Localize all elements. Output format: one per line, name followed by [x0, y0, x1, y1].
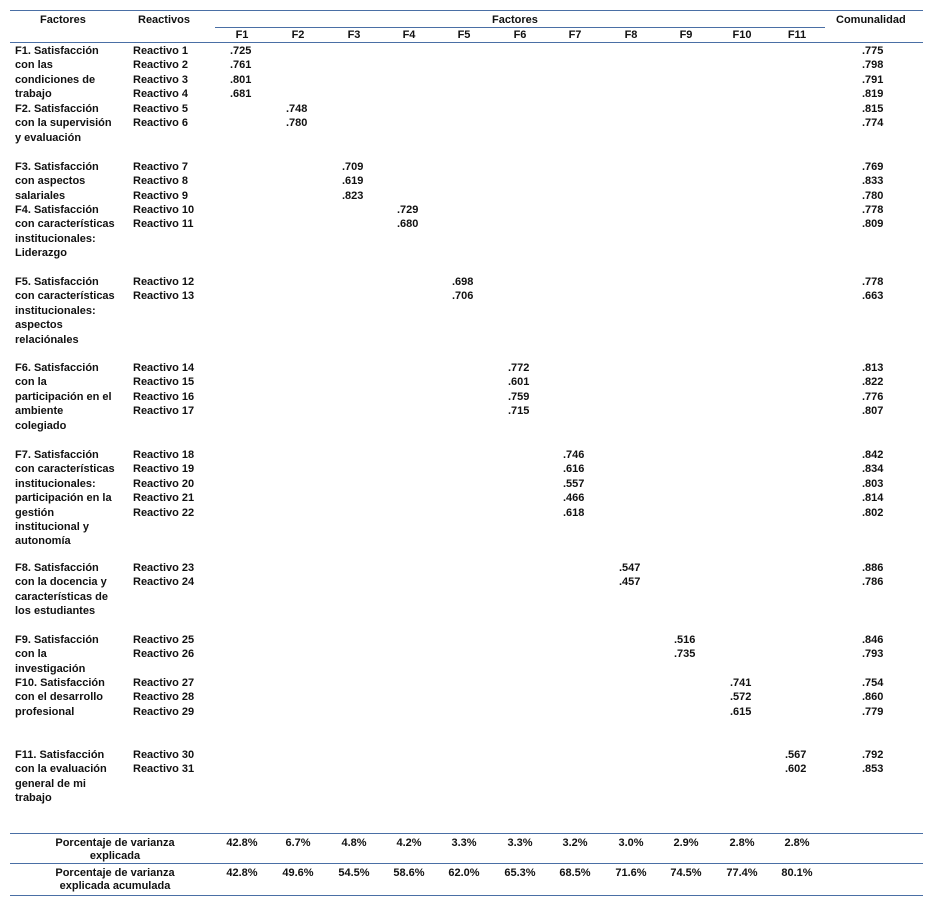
factor-loading: .572	[730, 691, 752, 704]
factor-loading: .706	[452, 290, 474, 303]
varianza-value: 2.9%	[673, 837, 699, 849]
factor-loading: .466	[563, 492, 585, 505]
comunalidad-value: .802	[862, 506, 884, 519]
acumulada-value: 80.1%	[781, 867, 813, 879]
header-bottom-rule	[10, 42, 923, 43]
acumulada-value: 68.5%	[559, 867, 591, 879]
varianza-value: 3.3%	[507, 837, 533, 849]
acumulada-value: 49.6%	[282, 867, 314, 879]
reactivo-label: Reactivo 4	[133, 88, 189, 101]
reactivo-label: Reactivo 11	[133, 218, 194, 231]
varianza-value: 3.0%	[618, 837, 644, 849]
comunalidad-value: .842	[862, 449, 884, 461]
reactivo-label: Reactivo 14	[133, 362, 195, 374]
reactivo-label: Reactivo 27	[133, 677, 195, 689]
header-factores-group: Factores	[492, 14, 538, 26]
factor-loading: .615	[730, 705, 752, 718]
comunalidad-value: .807	[862, 405, 884, 418]
comunalidad-value: .803	[862, 477, 884, 490]
factor-label: F6. Satisfacción con la participación en el ambiente colegiado	[15, 362, 112, 432]
factor-loading: .557	[563, 477, 585, 490]
acumulada-value: 71.6%	[615, 867, 647, 879]
comunalidad-value: .775	[862, 45, 884, 57]
acumulada-value: 54.5%	[338, 867, 370, 879]
reactivo-label: Reactivo 22	[133, 506, 195, 519]
comunalidad-value: .774	[862, 117, 884, 130]
factor-col-header-f8: F8	[624, 29, 638, 41]
reactivo-label: Reactivo 9	[133, 189, 189, 202]
comunalidad-value: .793	[862, 648, 884, 661]
factor-loading: .567	[785, 749, 807, 761]
factor-col-header-f5: F5	[457, 29, 471, 41]
factor-col-header-f6: F6	[513, 29, 527, 41]
factor-label: F7. Satisfacción con características institucionales: participación en la gestión institucional y autonomía	[15, 449, 115, 548]
factor-loading: .516	[674, 634, 696, 646]
acumulada-value: 77.4%	[726, 867, 758, 879]
reactivo-label: Reactivo 13	[133, 290, 195, 303]
factor-loading: .780	[286, 117, 308, 130]
factor-loading: .618	[563, 506, 585, 519]
factor-col-header-f3: F3	[347, 29, 361, 41]
varianza-value: 2.8%	[729, 837, 755, 849]
factor-label: F3. Satisfacción con aspectos salariales	[15, 161, 99, 202]
comunalidad-value: .778	[862, 276, 884, 288]
comunalidad-value: .809	[862, 218, 884, 231]
comunalidad-value: .754	[862, 677, 884, 689]
factor-loading: .759	[508, 390, 530, 403]
reactivo-label: Reactivo 7	[133, 161, 189, 173]
comunalidad-value: .886	[862, 562, 884, 574]
acumulada-label: Porcentaje de varianza explicada acumulada	[55, 867, 175, 892]
factor-loading: .746	[563, 449, 585, 461]
top-rule	[10, 10, 923, 11]
acumulada-value: 74.5%	[670, 867, 702, 879]
factor-loading: .619	[342, 175, 364, 188]
reactivo-label: Reactivo 26	[133, 648, 195, 661]
reactivo-label: Reactivo 6	[133, 117, 189, 130]
reactivo-label: Reactivo 15	[133, 376, 195, 389]
factor-loading: .772	[508, 362, 530, 374]
acumulada-value: 62.0%	[448, 867, 480, 879]
factor-loading: .602	[785, 763, 807, 776]
factor-loading: .616	[563, 463, 585, 476]
factor-col-header-f2: F2	[291, 29, 305, 41]
comunalidad-value: .786	[862, 576, 884, 589]
comunalidad-value: .780	[862, 189, 884, 202]
factor-loading: .715	[508, 405, 530, 418]
factor-loading: .729	[397, 204, 419, 216]
comunalidad-value: .814	[862, 492, 884, 505]
factor-loading: .709	[342, 161, 364, 173]
header-comunalidad: Comunalidad	[836, 14, 906, 26]
comunalidad-value: .833	[862, 175, 884, 188]
reactivo-label: Reactivo 18	[133, 449, 195, 461]
factor-loading: .735	[674, 648, 696, 661]
comunalidad-value: .813	[862, 362, 884, 374]
factor-label: F4. Satisfacción con características institucionales: Liderazgo	[15, 204, 115, 260]
comunalidad-value: .791	[862, 73, 884, 86]
varianza-value: 6.7%	[285, 837, 311, 849]
reactivo-label: Reactivo 19	[133, 463, 195, 476]
comunalidad-value: .798	[862, 59, 884, 72]
factor-loading: .823	[342, 189, 364, 202]
factor-loading: .748	[286, 103, 308, 115]
factor-label: F11. Satisfacción con la evaluación general de mi trabajo	[15, 749, 107, 805]
comunalidad-value: .822	[862, 376, 884, 389]
factor-loading: .741	[730, 677, 752, 689]
reactivo-label: Reactivo 29	[133, 705, 195, 718]
reactivo-label: Reactivo 30	[133, 749, 195, 761]
factor-label: F8. Satisfacción con la docencia y características de los estudiantes	[15, 562, 108, 618]
varianza-value: 42.8%	[226, 837, 258, 849]
comunalidad-value: .779	[862, 705, 884, 718]
factor-loading: .698	[452, 276, 474, 288]
factor-col-header-f7: F7	[568, 29, 582, 41]
acumulada-value: 58.6%	[393, 867, 425, 879]
factor-label: F9. Satisfacción con la investigación	[15, 634, 99, 675]
factor-label: F2. Satisfacción con la supervisión y evaluación	[15, 103, 112, 144]
comunalidad-value: .769	[862, 161, 884, 173]
reactivo-label: Reactivo 10	[133, 204, 195, 216]
footer-rule-2	[10, 863, 923, 864]
acumulada-value: 65.3%	[504, 867, 536, 879]
varianza-value: 4.2%	[396, 837, 422, 849]
factor-col-header-f10: F10	[732, 29, 752, 41]
varianza-value: 4.8%	[341, 837, 367, 849]
footer-rule-1	[10, 833, 923, 834]
acumulada-value: 42.8%	[226, 867, 258, 879]
comunalidad-value: .846	[862, 634, 884, 646]
reactivo-label: Reactivo 12	[133, 276, 195, 288]
varianza-value: 2.8%	[784, 837, 810, 849]
factor-col-header-f11: F11	[787, 29, 807, 41]
factor-loading: .457	[619, 576, 641, 589]
varianza-label: Porcentaje de varianza explicada	[55, 837, 175, 862]
factor-label: F10. Satisfacción con el desarrollo profesional	[15, 677, 105, 718]
reactivo-label: Reactivo 5	[133, 103, 189, 115]
factor-label: F1. Satisfacción con las condiciones de trabajo	[15, 45, 99, 101]
reactivo-label: Reactivo 31	[133, 763, 195, 776]
comunalidad-value: .860	[862, 691, 884, 704]
reactivo-label: Reactivo 25	[133, 634, 195, 646]
factor-loading: .761	[230, 59, 252, 72]
varianza-value: 3.3%	[451, 837, 477, 849]
reactivo-label: Reactivo 1	[133, 45, 189, 57]
factor-loading: .680	[397, 218, 419, 231]
comunalidad-value: .815	[862, 103, 884, 115]
comunalidad-value: .663	[862, 290, 884, 303]
reactivo-label: Reactivo 16	[133, 390, 195, 403]
comunalidad-value: .776	[862, 390, 884, 403]
factor-col-header-f1: F1	[235, 29, 249, 41]
reactivo-label: Reactivo 17	[133, 405, 195, 418]
bottom-rule	[10, 895, 923, 896]
factor-loading: .725	[230, 45, 252, 57]
comunalidad-value: .778	[862, 204, 884, 216]
reactivo-label: Reactivo 8	[133, 175, 189, 188]
factor-loading: .801	[230, 73, 252, 86]
comunalidad-value: .853	[862, 763, 884, 776]
factor-col-header-f9: F9	[679, 29, 693, 41]
reactivo-label: Reactivo 20	[133, 477, 195, 490]
factor-loading: .601	[508, 376, 530, 389]
reactivo-label: Reactivo 3	[133, 73, 189, 86]
reactivo-label: Reactivo 2	[133, 59, 189, 72]
header-reactivos: Reactivos	[138, 14, 190, 26]
reactivo-label: Reactivo 24	[133, 576, 195, 589]
factor-col-header-f4: F4	[402, 29, 416, 41]
comunalidad-value: .792	[862, 749, 884, 761]
varianza-value: 3.2%	[562, 837, 588, 849]
factor-loading: .547	[619, 562, 641, 574]
factor-loading: .681	[230, 88, 252, 101]
factor-label: F5. Satisfacción con características institucionales: aspectos relaciónales	[15, 276, 115, 346]
comunalidad-value: .834	[862, 463, 884, 476]
reactivo-label: Reactivo 21	[133, 492, 195, 505]
reactivo-label: Reactivo 23	[133, 562, 195, 574]
header-factores: Factores	[40, 14, 86, 26]
reactivo-label: Reactivo 28	[133, 691, 195, 704]
comunalidad-value: .819	[862, 88, 884, 101]
